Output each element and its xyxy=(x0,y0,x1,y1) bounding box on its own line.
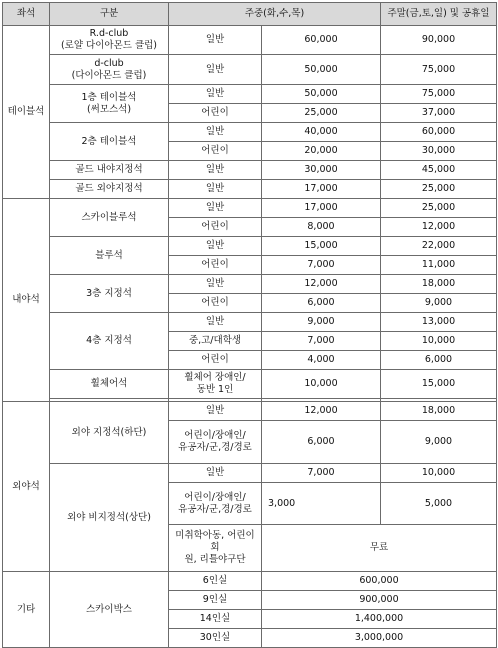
ticket-type: 미취학아동, 어린이회 원, 리틀야구단 xyxy=(169,525,262,572)
weekday-price: 7,000 xyxy=(262,464,381,483)
weekday-price: 8,000 xyxy=(262,218,381,237)
header-weekday: 주중(화,수,목) xyxy=(169,3,381,26)
ticket-type: 일반 xyxy=(169,402,262,421)
ticket-type: 일반 xyxy=(169,464,262,483)
weekend-price: 75,000 xyxy=(381,55,497,85)
room-price: 600,000 xyxy=(262,572,497,591)
weekday-price: 4,000 xyxy=(262,351,381,370)
seat-name: R.d-club (로얄 다이아몬드 클럽) xyxy=(50,26,169,55)
table-row xyxy=(3,313,497,332)
room-price: 3,000,000 xyxy=(262,629,497,648)
weekend-price: 30,000 xyxy=(381,142,497,161)
ticket-type: 일반 xyxy=(169,313,262,332)
weekday-price: 50,000 xyxy=(262,55,381,85)
table-row xyxy=(3,180,497,199)
weekday-price: 7,000 xyxy=(262,256,381,275)
room-price: 900,000 xyxy=(262,591,497,610)
table-row xyxy=(3,26,497,55)
weekend-price: 25,000 xyxy=(381,199,497,218)
weekend-price: 5,000 xyxy=(381,483,497,525)
weekday-price: 15,000 xyxy=(262,237,381,256)
table-row xyxy=(3,572,497,591)
table-row xyxy=(3,370,497,399)
weekend-price: 75,000 xyxy=(381,85,497,104)
ticket-type: 일반 xyxy=(169,161,262,180)
seat-name: 3층 지정석 xyxy=(50,275,169,313)
weekend-price: 15,000 xyxy=(381,370,497,399)
seat-name: 블루석 xyxy=(50,237,169,275)
weekend-price: 18,000 xyxy=(381,275,497,294)
ticket-type: 어린이 xyxy=(169,218,262,237)
ticket-type: 어린이/장애인/ 유공자/군,경/경로 xyxy=(169,483,262,525)
weekday-price: 40,000 xyxy=(262,123,381,142)
free-price: 무료 xyxy=(262,525,497,572)
header-type: 구분 xyxy=(50,3,169,26)
ticket-type: 중,고/대학생 xyxy=(169,332,262,351)
weekday-price: 3,000 xyxy=(262,483,381,525)
room-type: 30인실 xyxy=(169,629,262,648)
weekend-price: 45,000 xyxy=(381,161,497,180)
section-etc: 기타 xyxy=(3,572,50,648)
weekend-price: 60,000 xyxy=(381,123,497,142)
seat-name: d-club (다이아몬드 클럽) xyxy=(50,55,169,85)
weekday-price: 30,000 xyxy=(262,161,381,180)
table-row xyxy=(3,464,497,483)
ticket-type: 어린이 xyxy=(169,256,262,275)
weekend-price: 18,000 xyxy=(381,402,497,421)
ticket-type: 일반 xyxy=(169,180,262,199)
weekday-price: 9,000 xyxy=(262,313,381,332)
room-type: 6인실 xyxy=(169,572,262,591)
weekday-price: 10,000 xyxy=(262,370,381,399)
seat-name: 4층 지정석 xyxy=(50,313,169,370)
weekday-price: 17,000 xyxy=(262,180,381,199)
seat-name: 골드 외야지정석 xyxy=(50,180,169,199)
weekday-price: 60,000 xyxy=(262,26,381,55)
weekend-price: 90,000 xyxy=(381,26,497,55)
price-table xyxy=(2,2,497,648)
weekend-price: 25,000 xyxy=(381,180,497,199)
weekday-price: 12,000 xyxy=(262,402,381,421)
table-row xyxy=(3,237,497,256)
ticket-type: 휠체어 장애인/ 동반 1인 xyxy=(169,370,262,399)
ticket-type: 어린이 xyxy=(169,142,262,161)
ticket-type: 일반 xyxy=(169,275,262,294)
weekday-price: 25,000 xyxy=(262,104,381,123)
weekend-price: 11,000 xyxy=(381,256,497,275)
seat-name: 2층 테이블석 xyxy=(50,123,169,161)
ticket-type: 일반 xyxy=(169,55,262,85)
ticket-type: 어린이/장애인/ 유공자/군,경/경로 xyxy=(169,421,262,464)
ticket-type: 일반 xyxy=(169,237,262,256)
ticket-type: 일반 xyxy=(169,123,262,142)
section-table-seat: 테이블석 xyxy=(3,26,50,199)
weekday-price: 7,000 xyxy=(262,332,381,351)
header-row xyxy=(3,3,497,26)
section-infield: 내야석 xyxy=(3,199,50,402)
weekend-price: 37,000 xyxy=(381,104,497,123)
room-type: 9인실 xyxy=(169,591,262,610)
weekend-price: 13,000 xyxy=(381,313,497,332)
table-row xyxy=(3,55,497,85)
weekend-price: 9,000 xyxy=(381,294,497,313)
section-outfield: 외야석 xyxy=(3,402,50,572)
table-row xyxy=(3,161,497,180)
seat-name: 외야 비지정석(상단) xyxy=(50,464,169,572)
weekend-price: 6,000 xyxy=(381,351,497,370)
room-price: 1,400,000 xyxy=(262,610,497,629)
seat-name: 스카이박스 xyxy=(50,572,169,648)
table-row xyxy=(3,402,497,421)
ticket-type: 일반 xyxy=(169,26,262,55)
seat-name: 1층 테이블석 (써모스석) xyxy=(50,85,169,123)
table-row xyxy=(3,123,497,142)
seat-name: 골드 내야지정석 xyxy=(50,161,169,180)
room-type: 14인실 xyxy=(169,610,262,629)
header-weekend: 주말(금,토,일) 및 공휴일 xyxy=(381,3,497,26)
weekend-price: 12,000 xyxy=(381,218,497,237)
ticket-type: 일반 xyxy=(169,199,262,218)
ticket-type: 어린이 xyxy=(169,104,262,123)
table-row xyxy=(3,275,497,294)
weekend-price: 9,000 xyxy=(381,421,497,464)
ticket-type: 어린이 xyxy=(169,351,262,370)
ticket-type: 일반 xyxy=(169,85,262,104)
weekday-price: 12,000 xyxy=(262,275,381,294)
weekday-price: 50,000 xyxy=(262,85,381,104)
header-seat: 좌석 xyxy=(3,3,50,26)
table-row xyxy=(3,199,497,218)
weekend-price: 10,000 xyxy=(381,332,497,351)
seat-name: 스카이블루석 xyxy=(50,199,169,237)
seat-name: 외야 지정석(하단) xyxy=(50,402,169,464)
weekend-price: 22,000 xyxy=(381,237,497,256)
weekday-price: 20,000 xyxy=(262,142,381,161)
ticket-type: 어린이 xyxy=(169,294,262,313)
weekday-price: 6,000 xyxy=(262,294,381,313)
weekend-price: 10,000 xyxy=(381,464,497,483)
seat-name: 휠체어석 xyxy=(50,370,169,399)
weekday-price: 6,000 xyxy=(262,421,381,464)
table-row xyxy=(3,85,497,104)
weekday-price: 17,000 xyxy=(262,199,381,218)
